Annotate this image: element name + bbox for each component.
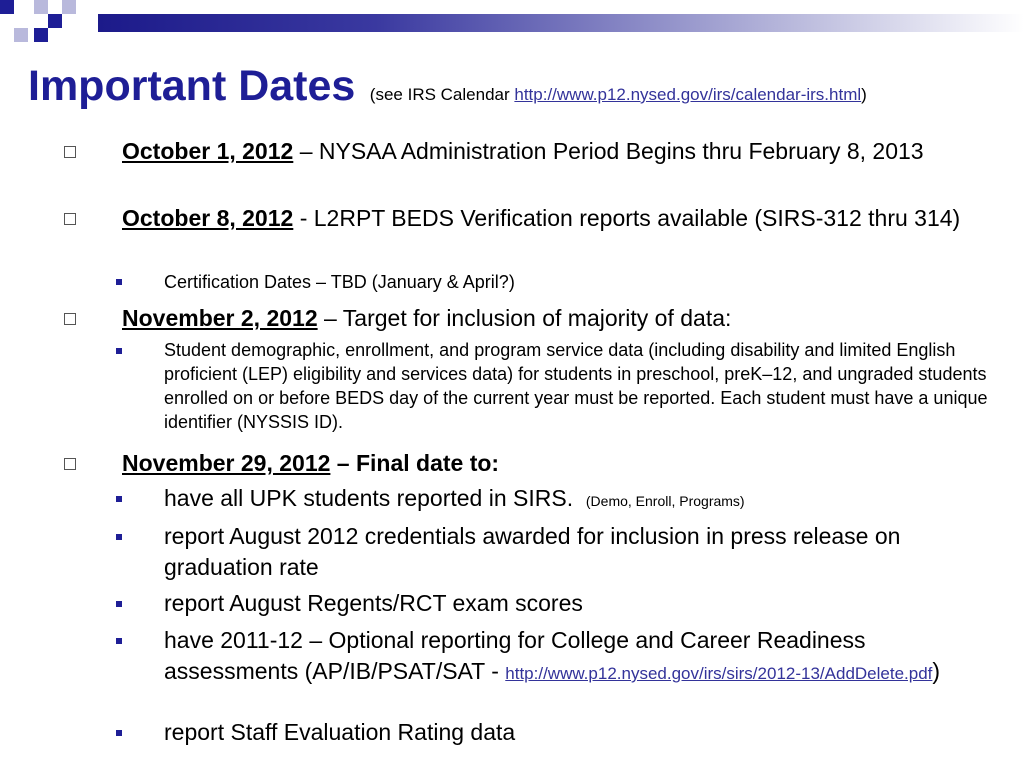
item-text: - L2RPT BEDS Verification reports available (SIRS-312 thru 314) [293,205,961,231]
deco-square-5 [14,28,28,42]
deco-square-6 [34,28,48,42]
sub-item: Student demographic, enrollment, and program service data (including disability and limited English proficient (LEP) eligibility and services data) for students in preschool, preK–12, and ungraded students enrolled on or before BEDS day of the current year must be reported. Each student must have a unique identifier (NYSSIS ID). [164,340,988,432]
item-date: November 29, 2012 [122,450,331,476]
deco-square-2 [34,0,48,14]
sub-item: report Staff Evaluation Rating data [164,719,516,745]
square-bullet-icon [116,638,122,644]
item-text: – NYSAA Administration Period Begins thru February 8, 2013 [293,138,924,164]
title-note-prefix: (see IRS Calendar [369,85,515,104]
deco-square-4 [62,0,76,14]
square-bullet-icon [116,348,122,354]
sub-item-text: have 2011-12 – Optional reporting for College and Career Readiness assessments (AP/IB/PSAT/SAT - [164,627,866,684]
hollow-bullet-icon [64,313,76,325]
square-bullet-icon [116,279,122,285]
sub-item-suffix: ) [932,658,941,684]
irs-calendar-link[interactable]: http://www.p12.nysed.gov/irs/calendar-irs.html [514,85,862,104]
deco-square-3 [48,14,62,28]
title-main: Important Dates [28,62,356,110]
page-title [28,62,867,111]
sub-item [164,625,1004,689]
square-bullet-icon [116,730,122,736]
item-text: – Target for inclusion of majority of data: [317,305,732,331]
title-note [370,85,867,104]
item-date: October 8, 2012 [122,205,294,231]
hollow-bullet-icon [64,146,76,158]
sub-item [164,483,1004,517]
header-gradient-bar [98,14,1024,32]
hollow-bullet-icon [64,458,76,470]
item-text: – Final date to: [330,450,500,476]
sub-item-note: (Demo, Enroll, Programs) [585,493,745,509]
add-delete-link[interactable]: http://www.p12.nysed.gov/irs/sirs/2012-13/AddDelete.pdf [505,664,933,683]
hollow-bullet-icon [64,213,76,225]
deco-square-1 [0,0,14,14]
square-bullet-icon [116,496,122,502]
sub-item: Certification Dates – TBD (January & April?) [164,272,515,292]
title-note-suffix: ) [861,85,867,104]
item-date: November 2, 2012 [122,305,318,331]
list-item [122,303,1002,334]
sub-item: report August Regents/RCT exam scores [164,590,583,616]
list-item [122,448,1002,479]
sub-item: report August 2012 credentials awarded for inclusion in press release on graduation rate [164,523,901,580]
list-item [122,203,1002,234]
square-bullet-icon [116,601,122,607]
sub-item-text: have all UPK students reported in SIRS. [164,485,574,511]
list-item [122,136,1002,167]
item-date: October 1, 2012 [122,138,294,164]
square-bullet-icon [116,534,122,540]
